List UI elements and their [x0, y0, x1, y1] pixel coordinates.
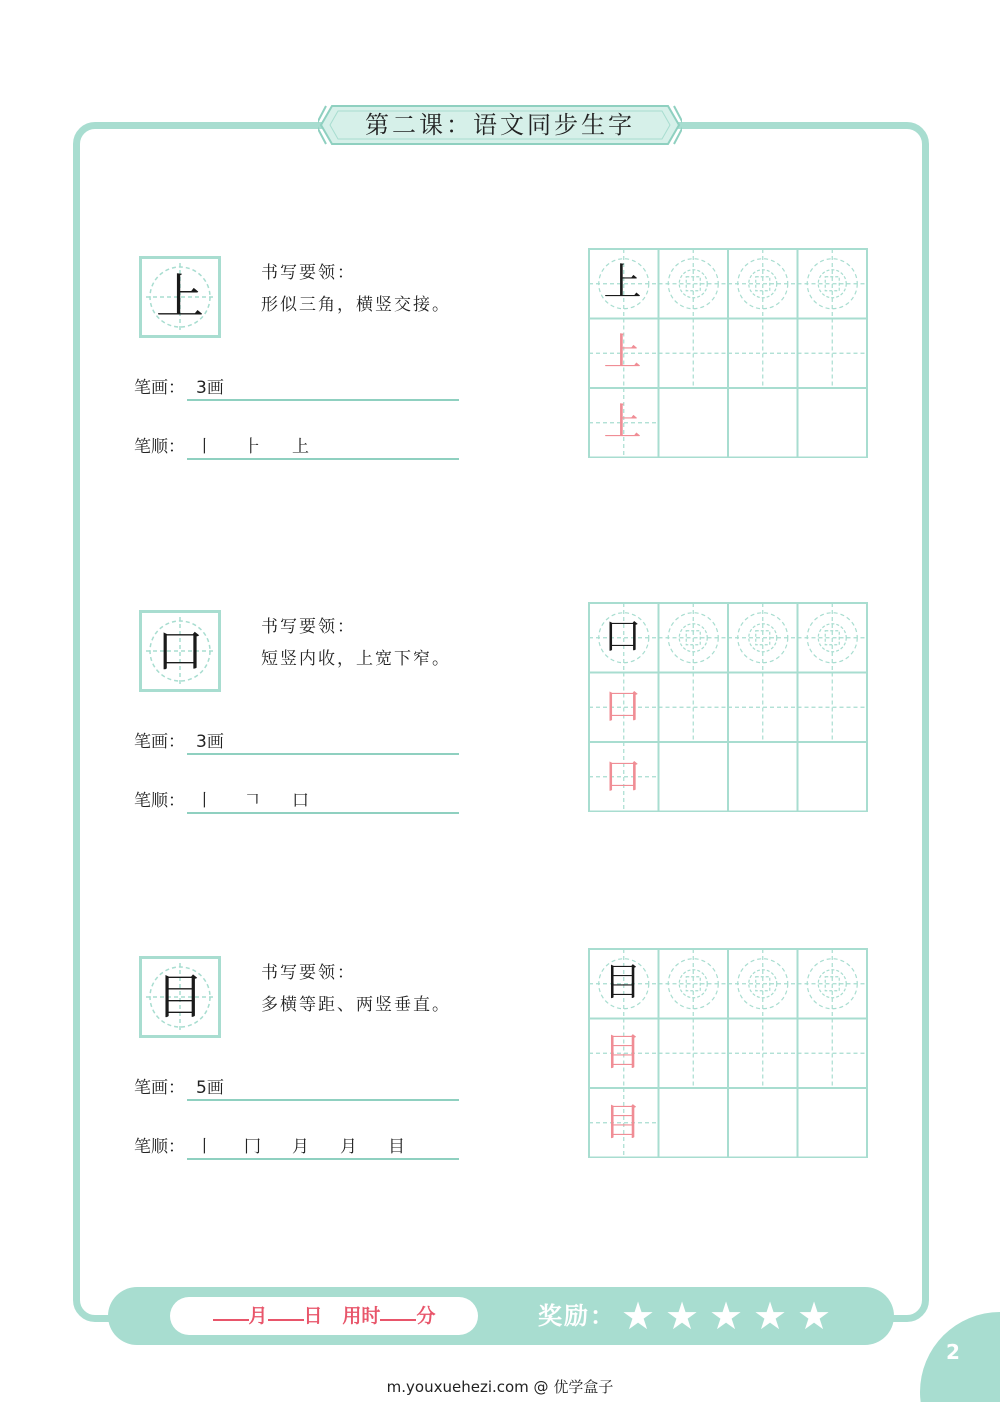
- char-sample-box: [139, 256, 221, 338]
- underline: [187, 399, 459, 401]
- tips-label: 书写要领：: [261, 263, 356, 283]
- stroke-order-label: 笔顺：: [134, 1137, 185, 1157]
- stroke-count-label: 笔画：: [134, 378, 185, 398]
- star-icon[interactable]: ★: [708, 1294, 744, 1338]
- char-sample-box: [139, 610, 221, 692]
- stroke-order-row: [134, 782, 459, 812]
- title-banner: [318, 103, 682, 147]
- model-character: 上: [603, 260, 642, 304]
- stroke-order-label: 笔顺：: [134, 437, 185, 457]
- day-blank[interactable]: [268, 1301, 304, 1321]
- tips-text: 形似三角，横竖交接。: [261, 295, 451, 315]
- month-blank[interactable]: [213, 1301, 249, 1321]
- page-title: 第二课：语文同步生字: [365, 111, 635, 139]
- stroke-step: 冂: [244, 1137, 261, 1157]
- stroke-step: 月: [292, 1137, 309, 1157]
- stroke-step: 丨: [196, 437, 213, 457]
- reward-label: 奖励：: [538, 1302, 616, 1330]
- stroke-order-row: [134, 428, 459, 458]
- star-icon[interactable]: ★: [620, 1294, 656, 1338]
- footer-watermark: m.youxuehezi.com @ 优学盒子: [386, 1378, 614, 1396]
- underline: [187, 753, 459, 755]
- trace-character: 上: [603, 400, 642, 444]
- stroke-count-value: 3画: [196, 732, 224, 752]
- trace-character: 目: [603, 1100, 642, 1144]
- underline: [187, 1158, 459, 1160]
- stroke-order-row: [134, 1128, 459, 1158]
- tips-text: 短竖内收，上宽下窄。: [261, 649, 451, 669]
- stroke-count-row: [134, 723, 459, 753]
- char-section-3: [130, 956, 870, 1186]
- stroke-step: 月: [340, 1137, 357, 1157]
- tips-text: 多横等距、两竖垂直。: [261, 995, 451, 1015]
- stroke-count-row: [134, 369, 459, 399]
- stroke-step: 丨: [196, 1137, 213, 1157]
- day-label: 日: [303, 1305, 323, 1327]
- stroke-step: 目: [388, 1137, 405, 1157]
- sample-character: 目: [155, 969, 204, 1025]
- stroke-count-row: [134, 1069, 459, 1099]
- stroke-step: 丨: [196, 791, 213, 811]
- practice-grid[interactable]: [588, 602, 868, 812]
- underline: [187, 1099, 459, 1101]
- underline: [187, 458, 459, 460]
- trace-character: 目: [603, 1030, 642, 1074]
- star-icon[interactable]: ★: [664, 1294, 700, 1338]
- star-icon[interactable]: ★: [796, 1294, 832, 1338]
- stroke-count-value: 5画: [196, 1078, 224, 1098]
- stroke-step: 上: [292, 437, 309, 457]
- practice-grid[interactable]: [588, 948, 868, 1158]
- tips-label: 书写要领：: [261, 617, 356, 637]
- char-section-1: [130, 256, 870, 486]
- stroke-order-list: [196, 1132, 436, 1157]
- minute-blank[interactable]: [380, 1301, 416, 1321]
- sample-character: 上: [155, 269, 204, 325]
- stroke-order-list: [196, 432, 340, 457]
- practice-grid[interactable]: [588, 248, 868, 458]
- stroke-step: ⺊: [244, 437, 261, 457]
- minute-label: 分: [416, 1305, 436, 1327]
- model-character: 目: [603, 960, 642, 1004]
- stroke-step: 𠃍: [244, 791, 261, 811]
- trace-character: 上: [603, 330, 642, 374]
- stroke-order-label: 笔顺：: [134, 791, 185, 811]
- char-sample-box: [139, 956, 221, 1038]
- stroke-count-value: 3画: [196, 378, 224, 398]
- tips-label: 书写要领：: [261, 963, 356, 983]
- model-character: 口: [603, 614, 642, 658]
- trace-character: 口: [603, 754, 642, 798]
- star-icon[interactable]: ★: [752, 1294, 788, 1338]
- page-number: 2: [946, 1340, 960, 1364]
- sample-character: 口: [155, 623, 204, 679]
- stroke-order-list: [196, 786, 340, 811]
- reward-stars: [620, 1294, 832, 1338]
- trace-character: 口: [603, 684, 642, 728]
- stroke-step: 口: [292, 791, 309, 811]
- date-time-pill: [170, 1297, 478, 1335]
- underline: [187, 812, 459, 814]
- month-label: 月: [248, 1305, 268, 1327]
- bottom-bar: [108, 1287, 894, 1345]
- time-used-label: 用时: [342, 1305, 381, 1327]
- stroke-count-label: 笔画：: [134, 732, 185, 752]
- stroke-count-label: 笔画：: [134, 1078, 185, 1098]
- char-section-2: [130, 610, 870, 840]
